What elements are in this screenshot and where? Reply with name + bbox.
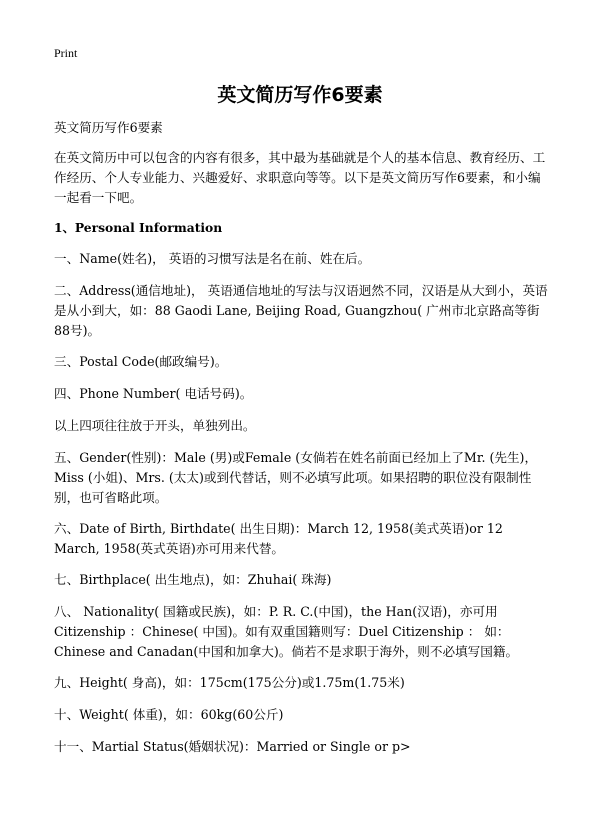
page-title: 英文简历写作6要素 — [217, 84, 383, 106]
item-phone-number: 四、Phone Number( 电话号码)。 — [54, 386, 253, 401]
intro-paragraph: 在英文简历中可以包含的内容有很多，其中最为基础就是个人的基本信息、教育经历、工作经历、个人专业能力、兴趣爱好、求职意向等等。以下是英文简历写作6要素，和小编一起看一下吧。 — [54, 150, 546, 205]
item-birthdate: 六、Date of Birth, Birthdate( 出生日期)：March 12, 1958(美式英语)or 12 March, 1958(英式英语)亦可用来代替。 — [54, 521, 503, 556]
item-name: 一、Name(姓名)， 英语的习惯写法是名在前、姓在后。 — [54, 251, 371, 266]
item-gender: 五、Gender(性别)：Male (男)或Female (女倘若在姓名前面已经加上了Mr. (先生)，Miss (小姐)、Mrs. (太太)或到代替话，则不必填写此项。如果招聘的职位没有限制性别，也可省略此项。 — [54, 450, 538, 505]
item-nationality: 八、 Nationality( 国籍或民族)，如：P. R. C.(中国)，the Han(汉语)，亦可用Citizenship ：Chinese( 中国)。如有双重国籍则写：Duel Citizenship ： 如：Chinese and Canadan(中国和加拿大)。倘若不是求职于海外，则不必填写国籍。 — [54, 604, 519, 659]
print-link[interactable]: Print — [54, 46, 78, 60]
item-birthplace: 七、Birthplace( 出生地点)，如：Zhuhai( 珠海) — [54, 572, 332, 587]
item-postal-code: 三、Postal Code(邮政编号)。 — [54, 354, 228, 369]
item-address: 二、Address(通信地址)， 英语通信地址的写法与汉语迥然不同，汉语是从大到小，英语是从小到大，如：88 Gaodi Lane, Beijing Road, Guangzhou( 广州市北京路高等街88号)。 — [54, 283, 548, 338]
item-weight: 十、Weight( 体重)，如：60kg(60公斤) — [54, 707, 284, 722]
article-subtitle: 英文简历写作6要素 — [54, 120, 163, 135]
item-marital-status: 十一、Martial Status(婚姻状况)：Married or Single or p> — [54, 739, 411, 754]
item-note: 以上四项往往放于开头，单独列出。 — [54, 418, 256, 433]
article-body — [54, 118, 550, 769]
item-height: 九、Height( 身高)，如：175cm(175公分)或1.75m(1.75米) — [54, 675, 405, 690]
section-heading: 1、Personal Information — [54, 220, 223, 235]
